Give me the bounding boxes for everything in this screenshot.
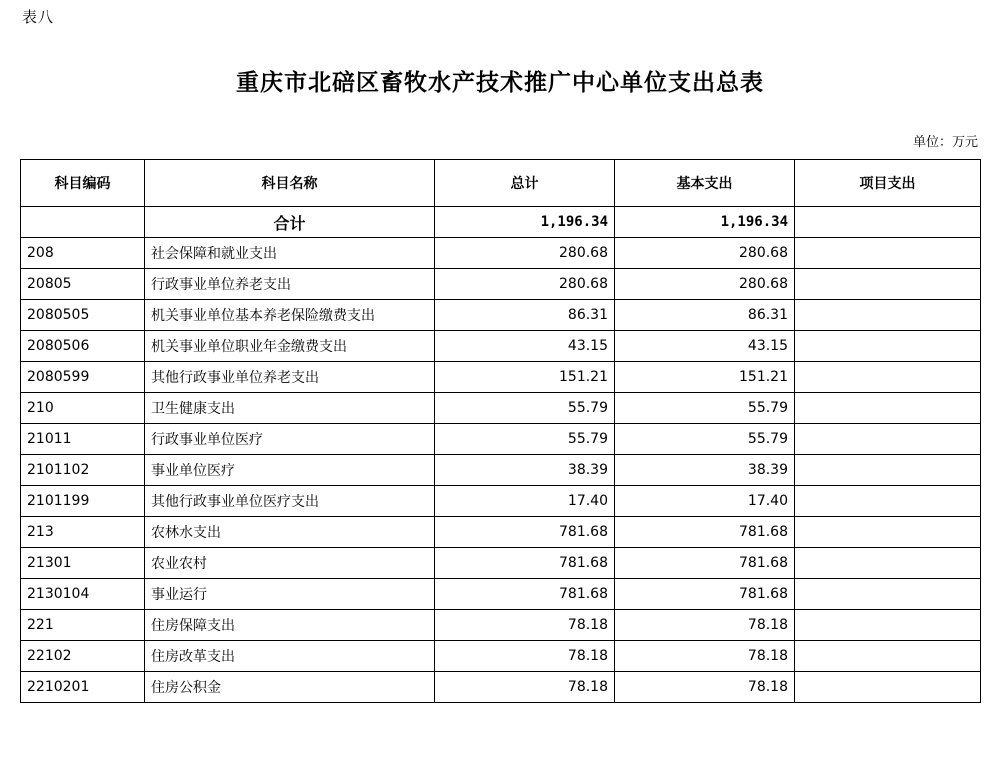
cell-project-expenditure <box>795 269 981 300</box>
cell-subject-name: 机关事业单位基本养老保险缴费支出 <box>145 300 435 331</box>
cell-subject-name: 行政事业单位养老支出 <box>145 269 435 300</box>
cell-total: 78.18 <box>435 672 615 703</box>
cell-basic-expenditure: 43.15 <box>615 331 795 362</box>
cell-basic-expenditure: 86.31 <box>615 300 795 331</box>
table-row <box>21 610 981 641</box>
column-header-total: 总计 <box>435 160 615 207</box>
cell-subject-code: 2210201 <box>21 672 145 703</box>
cell-subject-name: 农业农村 <box>145 548 435 579</box>
cell-project-expenditure <box>795 486 981 517</box>
column-header-name: 科目名称 <box>145 160 435 207</box>
cell-total: 781.68 <box>435 548 615 579</box>
cell-basic-expenditure: 781.68 <box>615 579 795 610</box>
cell-project-expenditure <box>795 362 981 393</box>
cell-subject-code: 2130104 <box>21 579 145 610</box>
cell-project-expenditure <box>795 424 981 455</box>
cell-subject-name: 其他行政事业单位医疗支出 <box>145 486 435 517</box>
cell-basic-expenditure: 78.18 <box>615 641 795 672</box>
cell-total: 55.79 <box>435 424 615 455</box>
cell-total: 781.68 <box>435 517 615 548</box>
cell-subject-name: 农林水支出 <box>145 517 435 548</box>
page-title: 重庆市北碚区畜牧水产技术推广中心单位支出总表 <box>236 69 764 96</box>
cell-project-expenditure <box>795 455 981 486</box>
cell-basic-expenditure: 280.68 <box>615 238 795 269</box>
cell-total: 151.21 <box>435 362 615 393</box>
cell-basic-expenditure: 151.21 <box>615 362 795 393</box>
cell-basic-expenditure: 55.79 <box>615 393 795 424</box>
cell-subject-code: 2080599 <box>21 362 145 393</box>
cell-project-expenditure <box>795 672 981 703</box>
cell-subject-code: 213 <box>21 517 145 548</box>
cell-basic-expenditure: 38.39 <box>615 455 795 486</box>
cell-project-expenditure <box>795 610 981 641</box>
cell-basic-expenditure: 781.68 <box>615 517 795 548</box>
column-header-code: 科目编码 <box>21 160 145 207</box>
cell-subject-name: 事业单位医疗 <box>145 455 435 486</box>
cell-basic-expenditure: 78.18 <box>615 672 795 703</box>
cell-total: 17.40 <box>435 486 615 517</box>
table-row <box>21 424 981 455</box>
table-row <box>21 362 981 393</box>
table-row <box>21 238 981 269</box>
form-number-label: 表八 <box>22 8 55 26</box>
total-row-project <box>795 207 981 238</box>
table-header-row <box>21 160 981 207</box>
table-row <box>21 331 981 362</box>
cell-total: 78.18 <box>435 610 615 641</box>
cell-basic-expenditure: 781.68 <box>615 548 795 579</box>
table-header <box>21 160 981 207</box>
table-row <box>21 455 981 486</box>
cell-total: 280.68 <box>435 269 615 300</box>
total-row-label: 合计 <box>145 207 435 238</box>
cell-subject-name: 其他行政事业单位养老支出 <box>145 362 435 393</box>
cell-project-expenditure <box>795 579 981 610</box>
cell-total: 78.18 <box>435 641 615 672</box>
cell-project-expenditure <box>795 548 981 579</box>
cell-basic-expenditure: 78.18 <box>615 610 795 641</box>
cell-basic-expenditure: 55.79 <box>615 424 795 455</box>
cell-total: 280.68 <box>435 238 615 269</box>
table-row <box>21 269 981 300</box>
cell-project-expenditure <box>795 393 981 424</box>
table-body <box>21 207 981 703</box>
unit-note: 单位：万元 <box>912 135 978 150</box>
cell-subject-code: 22102 <box>21 641 145 672</box>
cell-subject-name: 社会保障和就业支出 <box>145 238 435 269</box>
cell-subject-name: 行政事业单位医疗 <box>145 424 435 455</box>
cell-subject-code: 2080505 <box>21 300 145 331</box>
table-total-row <box>21 207 981 238</box>
total-row-code-cell <box>21 207 145 238</box>
cell-subject-name: 住房公积金 <box>145 672 435 703</box>
cell-subject-code: 21301 <box>21 548 145 579</box>
cell-total: 43.15 <box>435 331 615 362</box>
table-row <box>21 300 981 331</box>
cell-subject-name: 住房保障支出 <box>145 610 435 641</box>
column-header-basic: 基本支出 <box>615 160 795 207</box>
table-row <box>21 641 981 672</box>
table-row <box>21 486 981 517</box>
cell-subject-name: 住房改革支出 <box>145 641 435 672</box>
cell-project-expenditure <box>795 300 981 331</box>
total-row-basic: 1,196.34 <box>615 207 795 238</box>
cell-project-expenditure <box>795 238 981 269</box>
total-row-total: 1,196.34 <box>435 207 615 238</box>
table-row <box>21 579 981 610</box>
cell-subject-code: 21011 <box>21 424 145 455</box>
expenditure-table <box>20 159 981 703</box>
cell-subject-code: 20805 <box>21 269 145 300</box>
cell-total: 38.39 <box>435 455 615 486</box>
table-row <box>21 548 981 579</box>
column-header-project: 项目支出 <box>795 160 981 207</box>
cell-basic-expenditure: 280.68 <box>615 269 795 300</box>
cell-total: 781.68 <box>435 579 615 610</box>
cell-subject-code: 2101199 <box>21 486 145 517</box>
cell-project-expenditure <box>795 641 981 672</box>
cell-total: 86.31 <box>435 300 615 331</box>
cell-subject-code: 221 <box>21 610 145 641</box>
cell-subject-name: 机关事业单位职业年金缴费支出 <box>145 331 435 362</box>
cell-subject-code: 2080506 <box>21 331 145 362</box>
table-row <box>21 393 981 424</box>
cell-subject-code: 208 <box>21 238 145 269</box>
table-row <box>21 517 981 548</box>
cell-subject-name: 事业运行 <box>145 579 435 610</box>
cell-project-expenditure <box>795 331 981 362</box>
cell-subject-name: 卫生健康支出 <box>145 393 435 424</box>
cell-total: 55.79 <box>435 393 615 424</box>
cell-basic-expenditure: 17.40 <box>615 486 795 517</box>
cell-subject-code: 210 <box>21 393 145 424</box>
table-row <box>21 672 981 703</box>
cell-project-expenditure <box>795 517 981 548</box>
cell-subject-code: 2101102 <box>21 455 145 486</box>
